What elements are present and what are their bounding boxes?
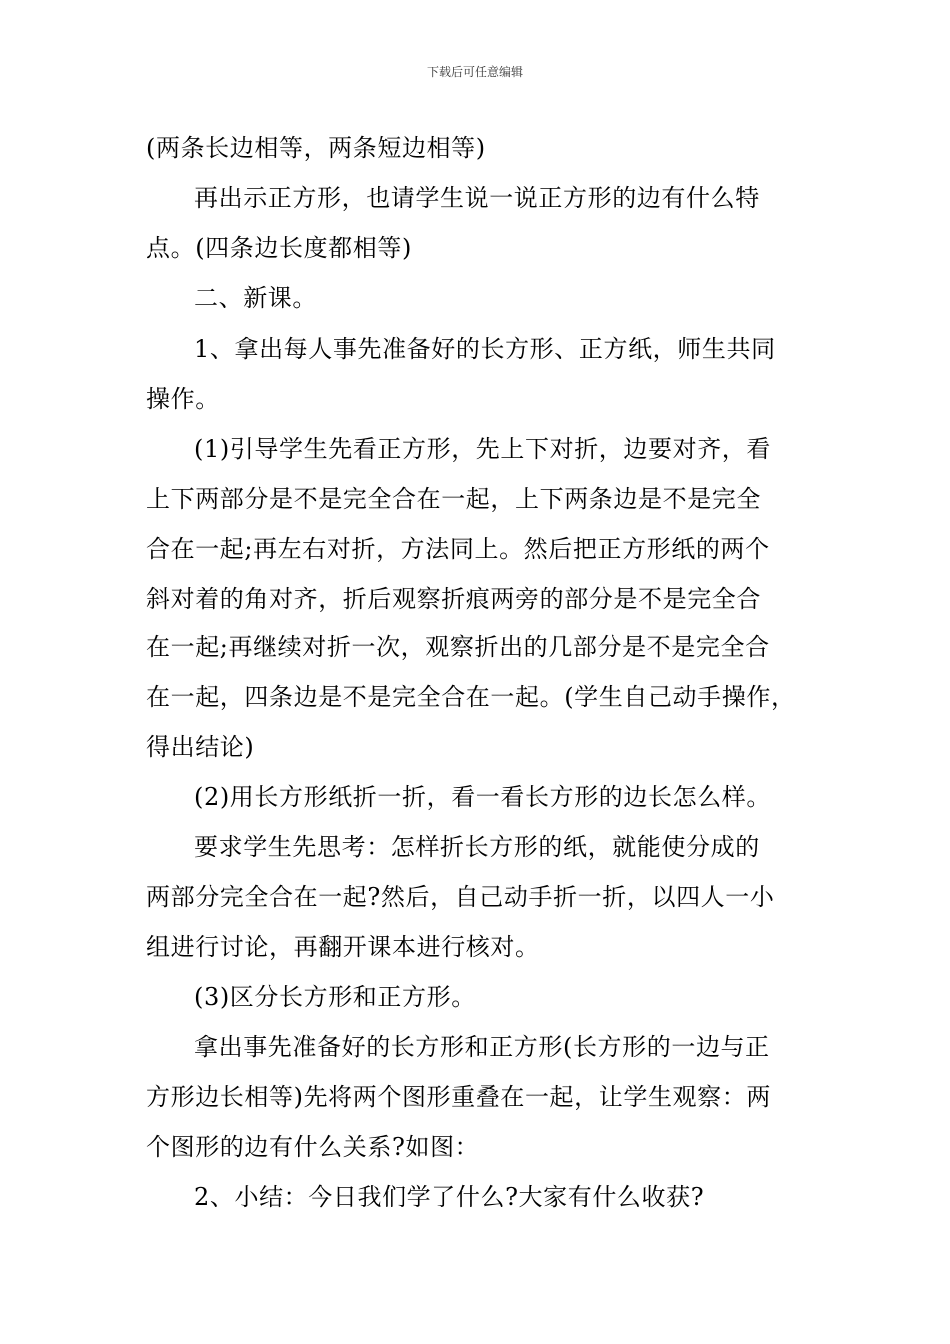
text-line: (1)引导学生先看正方形，先上下对折，边要对齐，看 [194,435,771,463]
text-line: 再出示正方形，也请学生说一说正方形的边有什么特 [194,184,760,212]
text-line: (两条长边相等，两条短边相等) [146,134,486,162]
text-line: 组进行讨论，再翻开课本进行核对。 [146,933,540,961]
text-line: 个图形的边有什么关系?如图： [146,1133,480,1161]
text-line: 得出结论) [146,733,255,761]
text-line: 二、新课。 [194,284,317,312]
text-line: 2、小结：今日我们学了什么?大家有什么收获? [194,1183,705,1211]
text-line: 方形边长相等)先将两个图形重叠在一起，让学生观察：两 [146,1083,771,1111]
text-line: 操作。 [146,385,220,413]
text-line: 上下两部分是不是完全合在一起，上下两条边是不是完全 [146,485,761,513]
text-line: 在一起，四条边是不是完全合在一起。(学生自己动手操作， [146,683,796,711]
page-header: 下载后可任意编辑 [426,65,523,79]
text-line: (2)用长方形纸折一折，看一看长方形的边长怎么样。 [194,783,771,811]
text-line: 点。(四条边长度都相等) [146,234,412,262]
text-line: 拿出事先准备好的长方形和正方形(长方形的一边与正 [194,1033,770,1061]
text-line: 要求学生先思考：怎样折长方形的纸，就能使分成的 [194,833,760,861]
text-line: 两部分完全合在一起?然后，自己动手折一折，以四人一小 [146,883,775,911]
text-line: 斜对着的角对齐，折后观察折痕两旁的部分是不是完全合 [146,585,761,613]
text-line: 在一起;再继续对折一次，观察折出的几部分是不是完全合 [146,633,770,661]
text-line: 合在一起;再左右对折，方法同上。然后把正方形纸的两个 [146,535,770,563]
text-line: 1、拿出每人事先准备好的长方形、正方纸，师生共同 [194,335,776,363]
text-line: (3)区分长方形和正方形。 [194,983,476,1011]
